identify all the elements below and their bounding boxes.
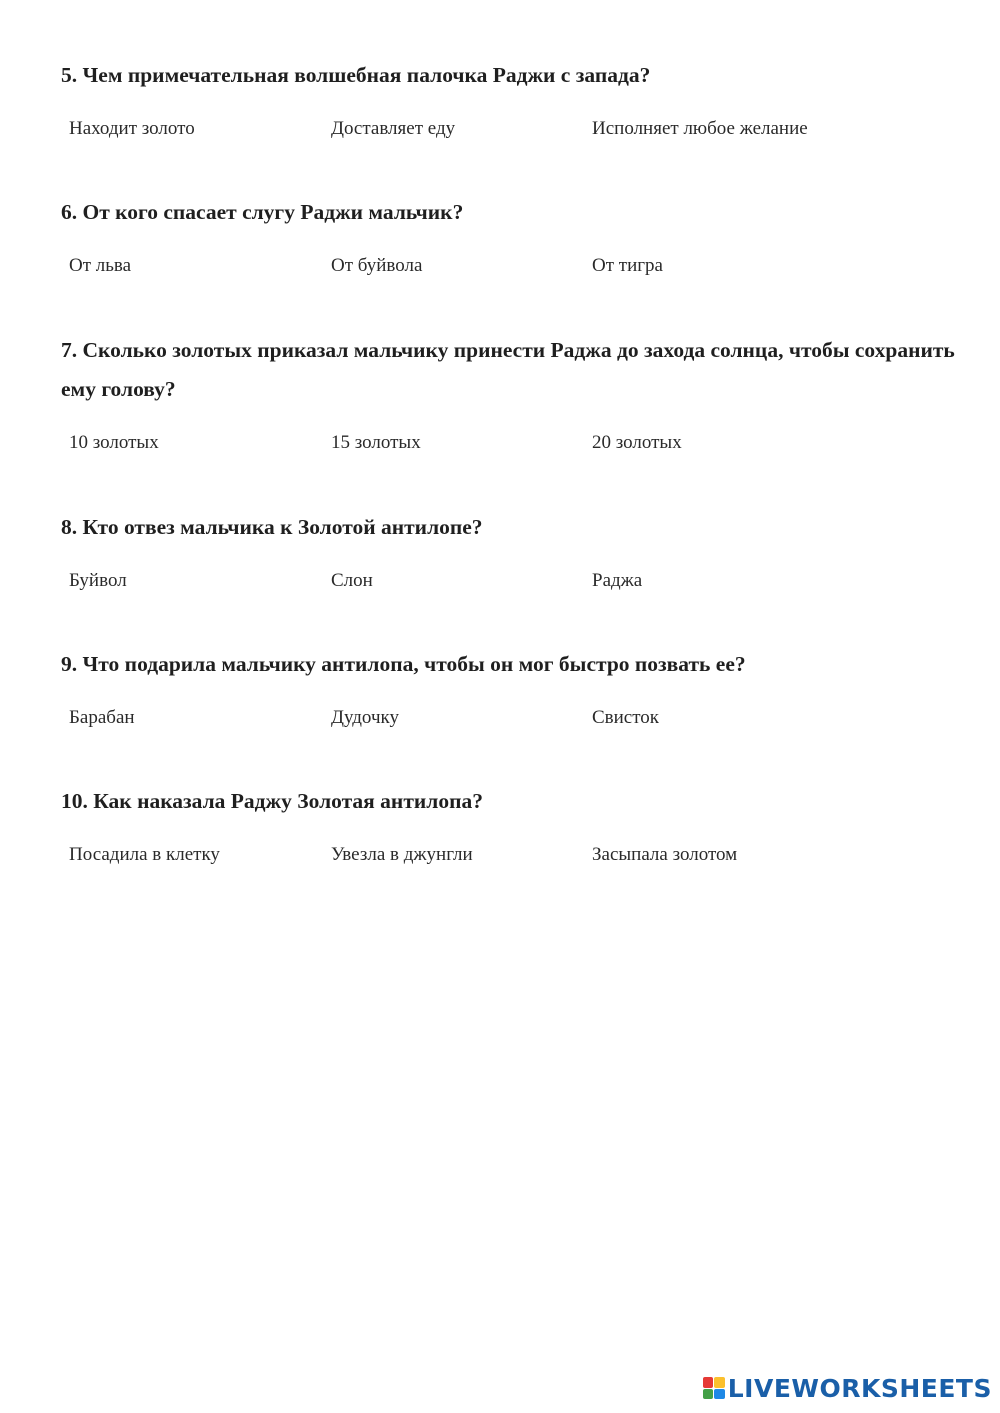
liveworksheets-logo — [703, 1373, 992, 1403]
answer-option[interactable]: Доставляет еду — [331, 118, 456, 139]
answer-option[interactable]: Раджа — [592, 570, 643, 591]
question-7 — [61, 331, 961, 461]
answer-option[interactable]: 20 золотых — [592, 432, 682, 453]
answer-option[interactable]: 10 золотых — [69, 432, 159, 453]
answer-options — [61, 117, 961, 147]
logo-text: LIVEWORKSHEETS — [727, 1373, 992, 1403]
question-text: 9. Что подарила мальчику антилопа, чтобы он мог быстро позвать ее? — [61, 652, 746, 676]
answer-option[interactable]: От буйвола — [331, 255, 423, 276]
question-text: 10. Как наказала Раджу Золотая антилопа? — [61, 789, 483, 813]
answer-option[interactable]: Слон — [331, 570, 373, 591]
answer-option[interactable]: Дудочку — [331, 707, 399, 728]
answer-options — [61, 843, 961, 873]
logo-icon — [703, 1377, 725, 1399]
answer-options — [61, 254, 961, 284]
answer-option[interactable]: Засыпала золотом — [592, 844, 738, 865]
answer-option[interactable]: 15 золотых — [331, 432, 421, 453]
answer-option[interactable]: Барабан — [69, 707, 135, 728]
answer-option[interactable]: От тигра — [592, 255, 663, 276]
question-8 — [61, 508, 961, 599]
answer-option[interactable]: Посадила в клетку — [69, 844, 220, 865]
question-10 — [61, 782, 961, 873]
answer-option[interactable]: Буйвол — [69, 570, 127, 591]
question-text: 6. От кого спасает слугу Раджи мальчик? — [61, 200, 464, 224]
answer-options — [61, 569, 961, 599]
question-6 — [61, 193, 961, 284]
answer-option[interactable]: Находит золото — [69, 118, 195, 139]
answer-option[interactable]: Увезла в джунгли — [331, 844, 473, 865]
answer-option[interactable]: Свисток — [592, 707, 660, 728]
question-text: 5. Чем примечательная волшебная палочка Раджи с запада? — [61, 63, 651, 87]
question-9 — [61, 645, 961, 736]
answer-option[interactable]: Исполняет любое желание — [592, 118, 808, 139]
answer-options — [61, 431, 961, 461]
question-text: 8. Кто отвез мальчика к Золотой антилопе? — [61, 515, 483, 539]
answer-option[interactable]: От льва — [69, 255, 132, 276]
question-5 — [61, 56, 961, 147]
answer-options — [61, 706, 961, 736]
question-text: 7. Сколько золотых приказал мальчику принести Раджа до захода солнца, чтобы сохранить ему голову? — [61, 338, 955, 401]
